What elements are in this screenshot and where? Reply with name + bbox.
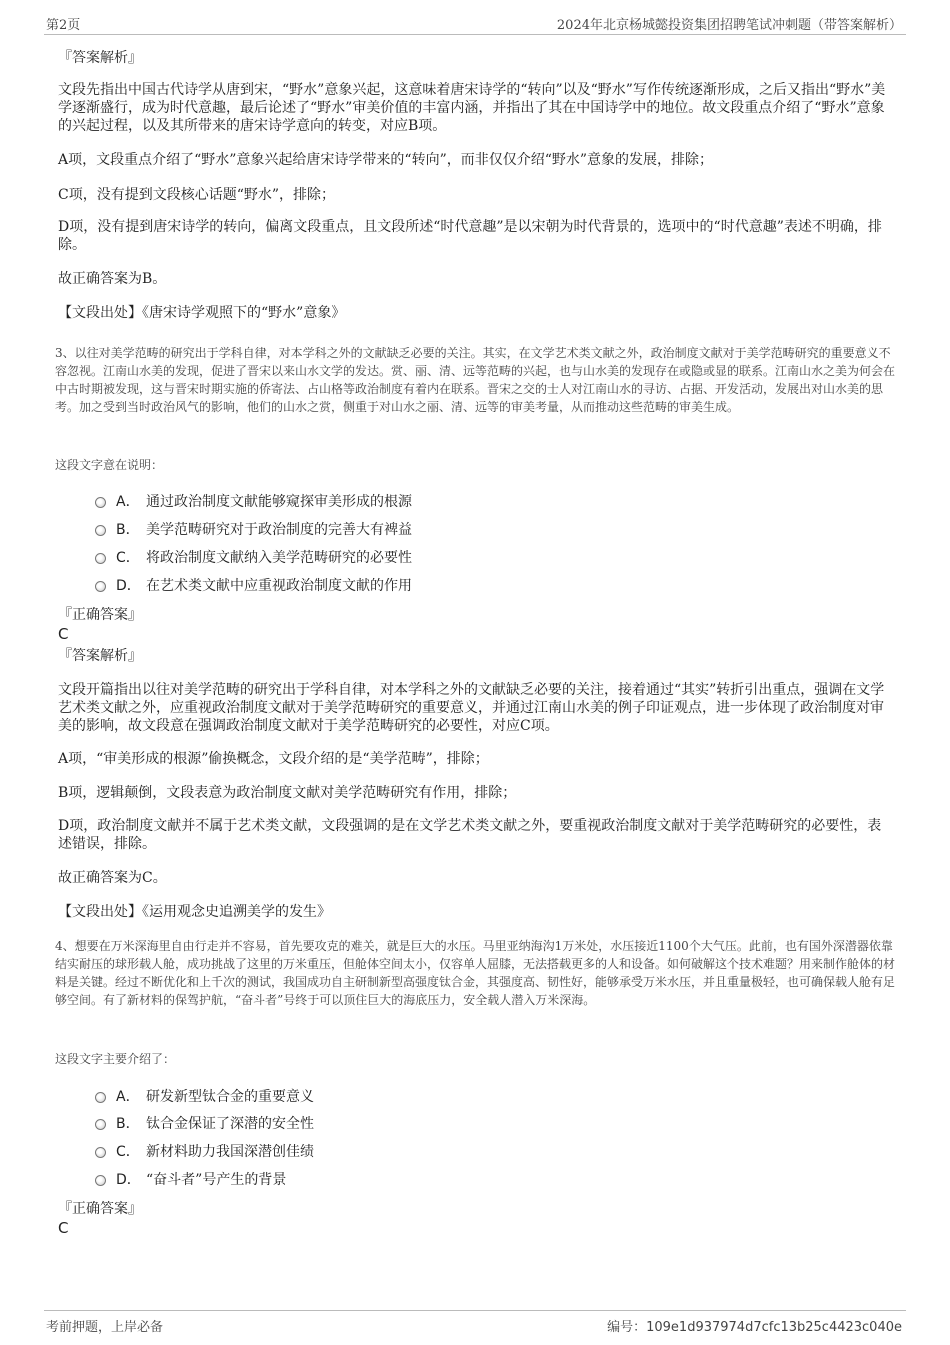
q2-final-answer: 故正确答案为B。 xyxy=(58,271,167,287)
serial-label: 编号： xyxy=(607,1320,647,1335)
q3-prompt: 这段文字意在说明： xyxy=(55,458,164,472)
radio-icon[interactable] xyxy=(95,525,106,536)
radio-icon[interactable] xyxy=(95,581,106,592)
q2-source: 【文段出处】《唐宋诗学观照下的“野水”意象》 xyxy=(58,305,346,321)
q2-analysis-option-c: C项，没有提到文段核心话题“野水”，排除； xyxy=(58,187,336,203)
q3-analysis-option-d: D项，政治制度文献并不属于艺术类文献，文段强调的是在文学艺术类文献之外，要重视政治制度文献对于美学范畴研究的必要性，表述错误，排除。 xyxy=(58,818,882,852)
q4-correct-label: 『正确答案』 xyxy=(58,1201,142,1217)
q3-analysis-summary: 文段开篇指出以往对美学范畴的研究出于学科自律，对本学科之外的文献缺乏必要的关注，接着通过“其实”转折引出重点，强调在文学艺术类文献之外，应重视政治制度文献对于美学范畴研究的重要意义，并通过江南山水美的例子印证观点，进一步体现了政治制度对审美的影响，故文段意在强调政治制度文献对于美学范畴研究的必要性，对应C项。 xyxy=(58,682,885,734)
q4-option-d[interactable]: D． “奋斗者”号产生的背景 xyxy=(95,1171,286,1189)
q3-option-a[interactable]: A． 通过政治制度文献能够窥探审美形成的根源 xyxy=(95,493,412,511)
radio-icon[interactable] xyxy=(95,1147,106,1158)
q2-analysis-label: 『答案解析』 xyxy=(58,50,142,66)
q3-analysis-option-b: B项，逻辑颠倒，文段表意为政治制度文献对美学范畴研究有作用，排除； xyxy=(58,785,517,801)
radio-icon[interactable] xyxy=(95,1119,106,1130)
q3-option-c[interactable]: C． 将政治制度文献纳入美学范畴研究的必要性 xyxy=(95,549,412,567)
q4-option-a[interactable]: A． 研发新型钛合金的重要意义 xyxy=(95,1088,314,1106)
q3-option-b[interactable]: B． 美学范畴研究对于政治制度的完善大有裨益 xyxy=(95,521,412,539)
q3-final-answer: 故正确答案为C。 xyxy=(58,870,167,886)
q3-source: 【文段出处】《运用观念史追溯美学的发生》 xyxy=(58,904,331,920)
q4-option-c[interactable]: C． 新材料助力我国深潜创佳绩 xyxy=(95,1143,314,1161)
page-footer xyxy=(44,1310,906,1337)
q3-correct-answer: C xyxy=(58,625,69,643)
q4-option-b[interactable]: B． 钛合金保证了深潜的安全性 xyxy=(95,1115,314,1133)
radio-icon[interactable] xyxy=(95,1092,106,1103)
q3-analysis-label: 『答案解析』 xyxy=(58,648,142,664)
q3-analysis-option-a: A项，“审美形成的根源”偷换概念，文段介绍的是“美学范畴”，排除； xyxy=(58,751,489,767)
q4-correct-answer: C xyxy=(58,1219,69,1237)
radio-icon[interactable] xyxy=(95,553,106,564)
q3-option-d[interactable]: D． 在艺术类文献中应重视政治制度文献的作用 xyxy=(95,577,412,595)
page-number: 第2页 xyxy=(46,18,81,33)
radio-icon[interactable] xyxy=(95,1175,106,1186)
radio-icon[interactable] xyxy=(95,497,106,508)
q2-analysis-summary: 文段先指出中国古代诗学从唐到宋，“野水”意象兴起，这意味着唐宋诗学的“转向”以及“野水”写作传统逐渐形成，之后又指出“野水”美学逐渐盛行，成为时代意趣，最后论述了“野水”审美价值的丰富内涵，并指出了其在中国诗学中的地位。故文段重点介绍了“野水”意象的兴起过程，以及其所带来的唐宋诗学意向的转变，对应B项。 xyxy=(58,82,886,134)
q2-analysis-option-a: A项，文段重点介绍了“野水”意象兴起给唐宋诗学带来的“转向”，而非仅仅介绍“野水”意象的发展，排除； xyxy=(58,152,714,168)
footer-serial xyxy=(607,1316,902,1335)
q4-prompt: 这段文字主要介绍了： xyxy=(55,1052,176,1066)
q4-stem: 4、想要在万米深海里自由行走并不容易，首先要攻克的难关，就是巨大的水压。马里亚纳海沟1万米处，水压接近1100个大气压。此前，也有国外深潜器依靠结实耐压的球形载人舱，成功挑战了这里的万米重压，但舱体空间太小，仅容单人屈膝，无法搭载更多的人和设备。如何破解这个技术难题？用来制作舱体的材料是关键。经过不断优化和上千次的测试，我国成功自主研制新型高强度钛合金，其强度高、韧性好，能够承受万米水压，并且重量极轻，也可确保载人舱有足够空间。有了新材料的保驾护航，“奋斗者”号终于可以顶住巨大的海底压力，安全载人潜入万米深海。 xyxy=(55,939,896,1007)
q3-correct-label: 『正确答案』 xyxy=(58,607,142,623)
q3-stem: 3、以往对美学范畴的研究出于学科自律，对本学科之外的文献缺乏必要的关注。其实，在文学艺术类文献之外，政治制度文献对于美学范畴研究的重要意义不容忽视。江南山水美的发现，促进了晋宋以来山水文学的发达。赏、丽、清、远等范畴的兴起，也与山水美的发现存在或隐或显的联系。江南山水之美为何会在中古时期被发现，这与晋宋时期实施的侨寄法、占山格等政治制度有着内在联系。晋宋之交的士人对江南山水的寻访、占据、开发活动，发展出对山水美的思考。加之受到当时政治风气的影响，他们的山水之赏，侧重于对山水之丽、清、远等的审美考量，从而推动这些范畴的审美生成。 xyxy=(55,346,896,414)
document-title: 2024年北京杨城懿投资集团招聘笔试冲刺题（带答案解析） xyxy=(556,18,902,33)
q2-analysis-option-d: D项，没有提到唐宋诗学的转向，偏离文段重点，且文段所述“时代意趣”是以宋朝为时代背景的，选项中的“时代意趣”表述不明确，排除。 xyxy=(58,219,882,253)
footer-note: 考前押题，上岸必备 xyxy=(46,1320,164,1335)
page-header xyxy=(44,12,906,35)
serial-number: 109e1d937974d7cfc13b25c4423c040e xyxy=(646,1320,902,1335)
